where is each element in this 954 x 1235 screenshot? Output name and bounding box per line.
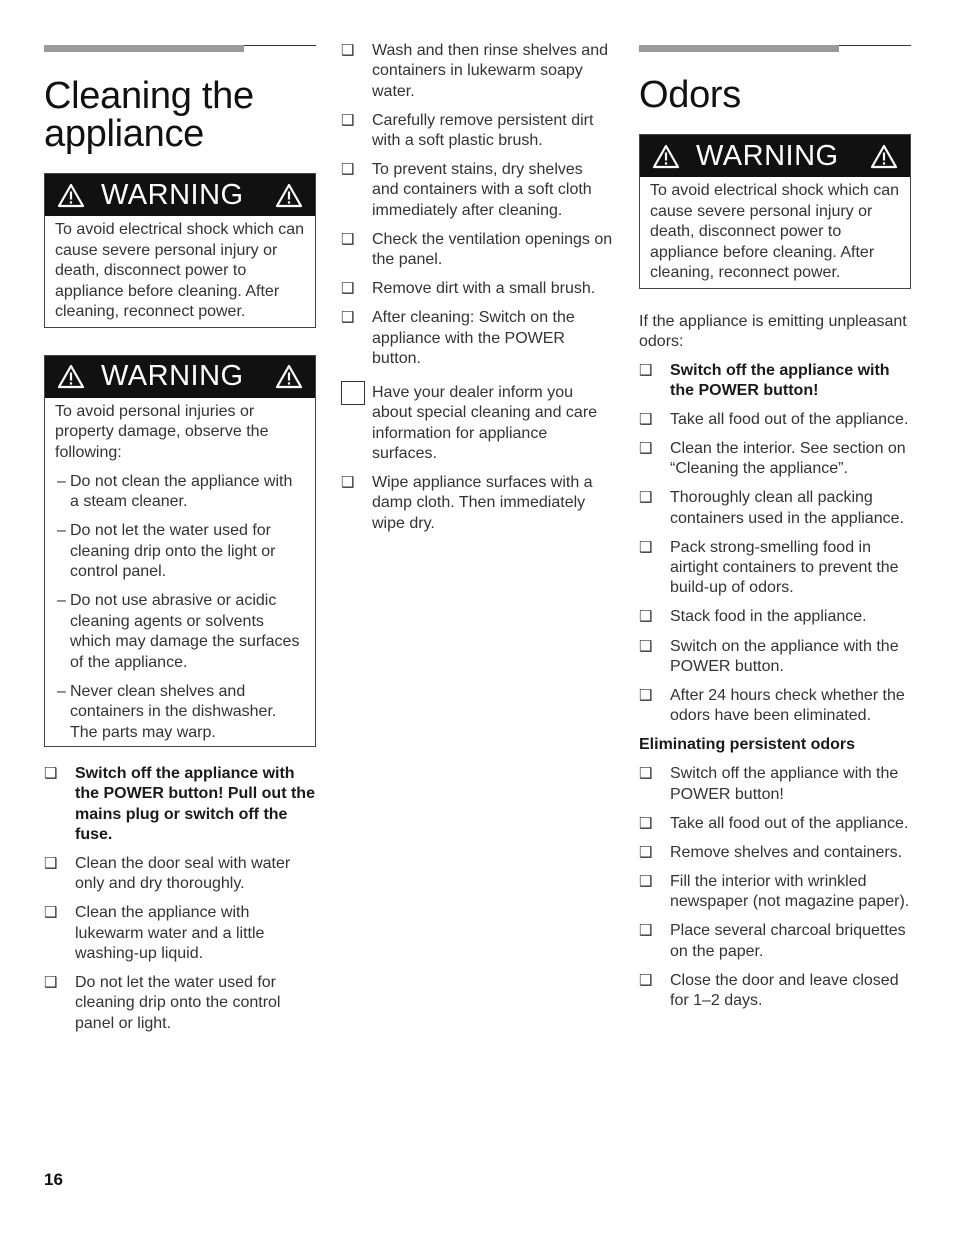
warning-list-item: – Do not let the water used for cleaning drip onto the light or control panel. <box>57 522 276 580</box>
list-item: ❑ Check the ventilation openings on the panel. <box>341 230 613 271</box>
warning-title: WARNING <box>696 139 839 172</box>
checkbox-icon: ❑ <box>639 538 653 556</box>
list-item: ❑ Switch off the appliance with the POWER button! Pull out the mains plug or switch off the fuse. <box>44 764 316 845</box>
title-line-2: appliance <box>44 113 204 155</box>
checkbox-icon: ❑ <box>639 410 653 428</box>
checkbox-icon: ❑ <box>341 230 355 248</box>
list-item: ❑ Pack strong-smelling food in airtight containers to prevent the build-up of odors. <box>639 538 911 599</box>
checkbox-icon: ❑ <box>639 637 653 655</box>
info-box-icon <box>341 381 365 405</box>
list-item: ❑ Wash and then rinse shelves and containers in lukewarm soapy water. <box>341 41 613 102</box>
persistent-odors-list <box>639 764 911 1011</box>
checkbox-icon: ❑ <box>639 361 653 379</box>
warning-title: WARNING <box>101 360 244 392</box>
section-rule <box>44 45 316 53</box>
warning-body <box>640 177 910 288</box>
checkbox-icon: ❑ <box>639 489 653 507</box>
checkbox-icon: ❑ <box>44 904 58 922</box>
list-item: ❑ Switch on the appliance with the POWER button. <box>639 637 911 678</box>
checkbox-icon: ❑ <box>341 280 355 298</box>
warning-intro: To avoid personal injuries or property damage, observe the following: <box>55 402 269 461</box>
warning-body <box>45 216 315 327</box>
list-item: ❑ Fill the interior with wrinkled newspaper (not magazine paper). <box>639 872 911 913</box>
checkbox-icon: ❑ <box>341 474 355 492</box>
warning-list-item: – Never clean shelves and containers in the dishwasher. The parts may warp. <box>57 682 277 741</box>
warning-header <box>45 174 315 216</box>
odors-steps-list <box>639 361 911 727</box>
list-item: ❑ Thoroughly clean all packing containers used in the appliance. <box>639 488 911 529</box>
checkbox-icon: ❑ <box>341 309 355 327</box>
cleaning-steps-list <box>44 764 316 1034</box>
warning-header <box>640 135 910 177</box>
warning-box-electrical <box>44 173 316 328</box>
warning-list-item: – Do not use abrasive or acidic cleaning agents or solvents which may damage the surfaces of the appliance. <box>57 592 300 671</box>
checkbox-icon: ❑ <box>639 439 653 457</box>
checkbox-icon: ❑ <box>639 765 653 783</box>
warning-text: To avoid electrical shock which can cause severe personal injury or death, disconnect power to appliance before cleaning. After cleaning, reconnect power. <box>55 221 305 320</box>
column-odors <box>639 0 911 1020</box>
list-item: ❑ Stack food in the appliance. <box>639 607 911 627</box>
list-item: ❑ Remove shelves and containers. <box>639 843 911 863</box>
list-item: ❑ After 24 hours check whether the odors have been eliminated. <box>639 686 911 727</box>
checkbox-icon: ❑ <box>639 608 653 626</box>
checkbox-icon: ❑ <box>341 161 355 179</box>
warning-box-electrical <box>639 134 911 289</box>
column-cleaning <box>44 0 316 1043</box>
list-item: ❑ To prevent stains, dry shelves and containers with a soft cloth immediately after cleaning. <box>341 160 613 221</box>
checkbox-icon: ❑ <box>639 872 653 890</box>
warning-triangle-icon <box>275 183 303 208</box>
list-item: ❑ Switch off the appliance with the POWER button! <box>639 764 911 805</box>
list-item: ❑ Take all food out of the appliance. <box>639 410 911 430</box>
list-item: ❑ Switch off the appliance with the POWER button! <box>639 361 911 402</box>
checkbox-icon: ❑ <box>639 843 653 861</box>
list-item: ❑ Remove dirt with a small brush. <box>341 279 613 299</box>
list-item: ❑ After cleaning: Switch on the appliance with the POWER button. <box>341 308 613 369</box>
odors-intro: If the appliance is emitting unpleasant odors: <box>639 312 907 350</box>
list-item: ❑ Close the door and leave closed for 1–2 days. <box>639 971 911 1012</box>
persistent-odors-heading: Eliminating persistent odors <box>639 736 856 754</box>
list-item: ❑ Take all food out of the appliance. <box>639 814 911 834</box>
warning-text: To avoid electrical shock which can cause severe personal injury or death, disconnect power to appliance before cleaning. After cleaning, reconnect power. <box>650 182 900 281</box>
list-item: ❑ Clean the appliance with lukewarm water and a little washing-up liquid. <box>44 903 316 964</box>
warning-triangle-icon <box>57 364 85 389</box>
checkbox-icon: ❑ <box>639 922 653 940</box>
warning-triangle-icon <box>870 144 898 169</box>
checkbox-icon: ❑ <box>341 111 355 129</box>
warning-title: WARNING <box>101 178 244 211</box>
warning-triangle-icon <box>57 183 85 208</box>
warning-box-damage <box>44 355 316 748</box>
section-rule <box>639 45 911 53</box>
list-item: ❑ Clean the interior. See section on “Cleaning the appliance”. <box>639 439 911 480</box>
warning-header <box>45 356 315 398</box>
page-title-odors: Odors <box>639 74 741 116</box>
checkbox-icon: ❑ <box>341 42 355 59</box>
list-item: ❑ Carefully remove persistent dirt with a soft plastic brush. <box>341 111 613 152</box>
cleaning-steps-list-continued <box>341 41 613 534</box>
list-item: ❑ Wipe appliance surfaces with a damp cloth. Then immediately wipe dry. <box>341 473 613 534</box>
checkbox-icon: ❑ <box>639 686 653 704</box>
checkbox-icon: ❑ <box>639 814 653 832</box>
column-cleaning-continued <box>341 0 613 543</box>
warning-triangle-icon <box>652 144 680 169</box>
checkbox-icon: ❑ <box>44 974 58 992</box>
checkbox-icon: ❑ <box>639 971 653 989</box>
warning-body <box>45 398 315 747</box>
list-item: Have your dealer inform you about special cleaning and care information for appliance surfaces. <box>341 383 613 464</box>
list-item: ❑ Do not let the water used for cleaning drip onto the control panel or light. <box>44 973 316 1034</box>
page-number: 16 <box>44 1170 63 1189</box>
list-item: ❑ Place several charcoal briquettes on the paper. <box>639 921 911 962</box>
checkbox-icon: ❑ <box>44 854 58 872</box>
list-item: ❑ Clean the door seal with water only and dry thoroughly. <box>44 854 316 895</box>
title-line-1: Cleaning the <box>44 75 254 117</box>
warning-list-item: – Do not clean the appliance with a steam cleaner. <box>57 472 293 510</box>
page-title-cleaning <box>44 77 316 153</box>
checkbox-icon: ❑ <box>44 765 58 782</box>
warning-triangle-icon <box>275 364 303 389</box>
